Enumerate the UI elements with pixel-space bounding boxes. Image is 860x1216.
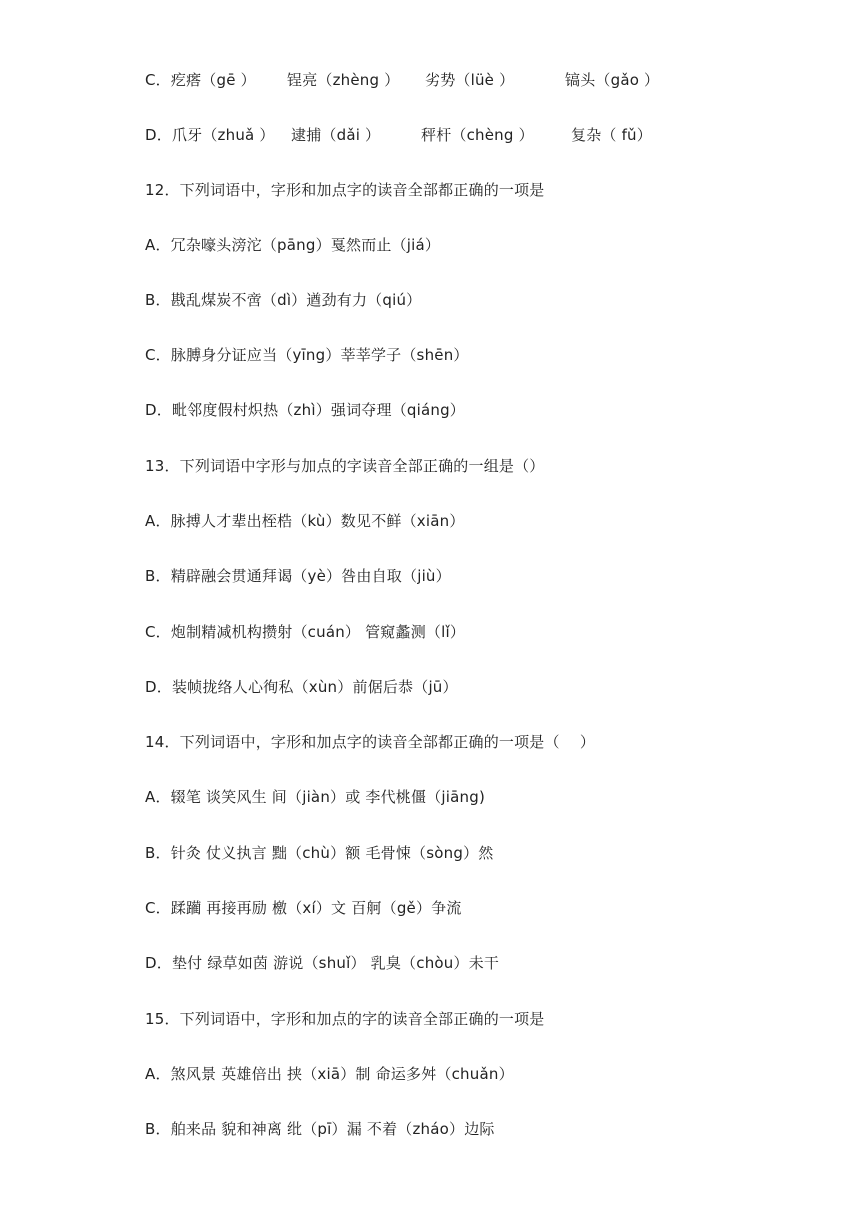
option-text: D．毗邻度假村炽热（zhì）强词夺理（qiáng）: [145, 401, 466, 419]
option-text: B．精辟融会贯通拜谒（yè）咎由自取（jiù）: [145, 567, 451, 585]
question-stem: [145, 455, 545, 477]
question-text: 14．下列词语中，字形和加点字的读音全部都正确的一项是（ ）: [145, 733, 596, 751]
text-line: [145, 124, 652, 146]
option-text: 劣势（lüè ）: [425, 71, 515, 89]
text-line: [145, 786, 485, 808]
text-line: [145, 69, 660, 91]
option-text: D．装帧拢络人心徇私（xùn）前倨后恭（jū）: [145, 678, 458, 696]
text-line: [145, 510, 465, 532]
option-text: A．冗杂嚎头滂沱（pāng）戛然而止（jiá）: [145, 236, 441, 254]
question-text: 12．下列词语中，字形和加点字的读音全部都正确的一项是: [145, 181, 545, 199]
text-line: [145, 234, 440, 256]
option-text: A．煞风景 英雄倍出 挟（xiā）制 命运多舛（chuǎn）: [145, 1065, 514, 1083]
option-text: A．辍笔 谈笑风生 间（jiàn）或 李代桃僵（jiāng): [145, 788, 486, 806]
option-text: C．蹂躏 再接再励 檄（xí）文 百舸（gě）争流: [145, 899, 462, 917]
option-text: B．舶来品 貌和神离 纰（pī）漏 不着（zháo）边际: [145, 1120, 495, 1138]
option-text: C．炮制精减机构攒射（cuán） 管窥蠡测（lǐ）: [145, 623, 466, 641]
text-line: [145, 676, 458, 698]
option-text: A．脉搏人才辈出桎梏（kù）数见不鲜（xiān）: [145, 512, 465, 530]
text-line: [145, 289, 421, 311]
question-stem: [145, 1008, 545, 1030]
question-stem: [145, 179, 545, 201]
option-text: B．戡乱煤炭不啻（dì）遒劲有力（qiú）: [145, 291, 422, 309]
option-text: B．针灸 仗义执言 黜（chù）额 毛骨悚（sòng）然: [145, 844, 494, 862]
option-text: 锃亮（zhèng ）: [287, 71, 400, 89]
option-text: C．疙瘩（gē ）: [145, 71, 256, 89]
option-text: 镐头（gǎo ）: [565, 71, 660, 89]
option-text: 秤杆（chèng ）: [421, 126, 534, 144]
text-line: [145, 952, 499, 974]
text-line: [145, 621, 465, 643]
question-stem: [145, 731, 595, 753]
text-line: [145, 344, 469, 366]
option-text: C．脉膊身分证应当（yīng）莘莘学子（shēn）: [145, 346, 469, 364]
text-line: [145, 842, 493, 864]
option-text: 逮捕（dǎi ）: [291, 126, 381, 144]
question-text: 13．下列词语中字形与加点的字读音全部正确的一组是（）: [145, 457, 545, 475]
question-text: 15．下列词语中，字形和加点的字的读音全部正确的一项是: [145, 1010, 545, 1028]
option-text: D．垫付 绿草如茵 游说（shuǐ） 乳臭（chòu）未干: [145, 954, 500, 972]
option-text: 复杂（ fǔ）: [571, 126, 652, 144]
text-line: [145, 565, 451, 587]
option-text: D．爪牙（zhuǎ ）: [145, 126, 275, 144]
text-line: [145, 897, 462, 919]
text-line: [145, 1118, 495, 1140]
text-line: [145, 1063, 514, 1085]
text-line: [145, 399, 465, 421]
